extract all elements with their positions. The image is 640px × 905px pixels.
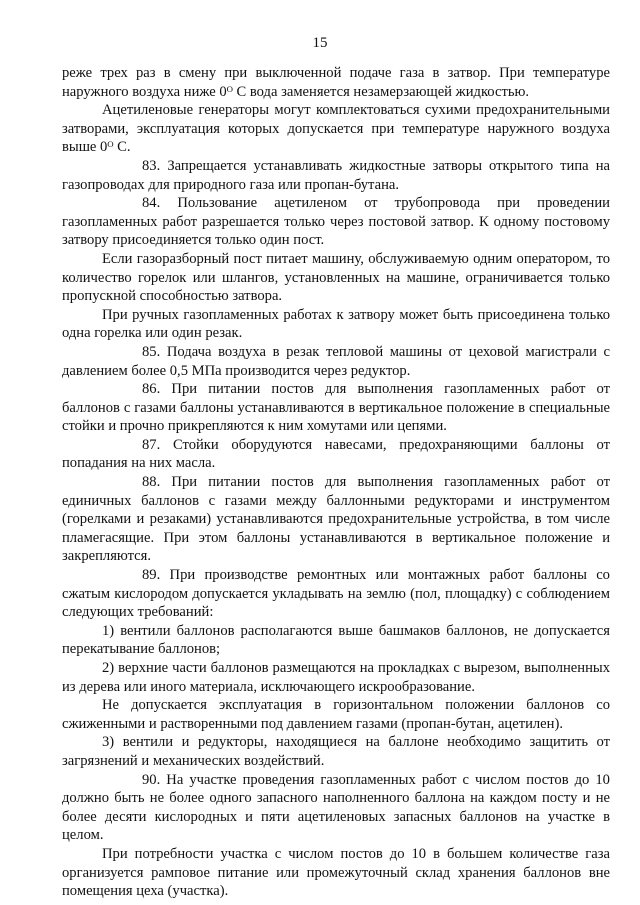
paragraph-text: реже трех раз в смену при выключенной подаче газа в затвор. При температуре наружного воздуха ниже 0ᴼ С вода заменяется незамерзающей жидкостью.	[62, 65, 610, 100]
clause-paragraph	[62, 566, 610, 622]
paragraph-text: При потребности участка с числом постов до 10 в большем количестве газа организуется рамповое питание или промежуточный склад хранения баллонов вне помещения цеха (участка).	[62, 845, 610, 900]
paragraph-text: 1) вентили баллонов располагаются выше башмаков баллонов, не допускается перекатывание баллонов;	[62, 622, 610, 658]
paragraph-text: Не допускается эксплуатация в горизонтальном положении баллонов со сжиженными и растворенными под давлением газами (пропан-бутан, ацетилен).	[62, 697, 610, 732]
clause-paragraph	[62, 473, 610, 566]
paragraph	[62, 733, 610, 770]
clause-number: 90.	[142, 771, 161, 788]
clause-number: 85.	[142, 343, 161, 360]
clause-paragraph	[62, 343, 610, 380]
clause-number: 83.	[142, 157, 161, 174]
clause-paragraph	[62, 157, 610, 194]
paragraph-text: На участке проведения газопламенных работ с числом постов до 10 должно быть не более одного запасного наполненного баллона на каждом посту и не более десяти кислородных и пяти ацетиленовых запасных баллонов на участке в целом.	[62, 771, 610, 844]
paragraph-text: При ручных газопламенных работах к затвору может быть присоединена только одна горелка или один резак.	[62, 306, 610, 342]
document-body	[62, 64, 610, 901]
paragraph-text: При производстве ремонтных или монтажных работ баллоны со сжатым кислородом допускается укладывать на землю (пол, площадку) с соблюдением следующих требований:	[62, 567, 610, 621]
clause-paragraph	[62, 194, 610, 250]
paragraph-text: Если газоразборный пост питает машину, обслуживаемую одним оператором, то количество горелок или шлангов, установленных на машине, ограничивается только пропускной способностью затвора.	[62, 250, 610, 305]
page-number: 15	[312, 35, 328, 51]
paragraph-text: При питании постов для выполнения газопламенных работ от баллонов с газами баллоны устанавливаются в вертикальное положение в специальные стойки и прочно прикрепляются к ним хомутами или цепями.	[62, 381, 610, 435]
paragraph-text: Ацетиленовые генераторы могут комплектоваться сухими предохранительными затворами, эксплуатация которых допускается при температуре наружного воздуха выше 0ᴼ С.	[62, 102, 610, 156]
paragraph-text: Пользование ацетиленом от трубопровода при проведении газопламенных работ разрешается только через постовой затвор. К одному постовому затвору присоединяется только один пост.	[62, 195, 610, 249]
paragraph	[62, 306, 610, 343]
clause-number: 86.	[142, 381, 161, 398]
paragraph	[62, 659, 610, 696]
paragraph-text: 3) вентили и редукторы, находящиеся на баллоне необходимо защитить от загрязнений и механических воздействий.	[62, 734, 610, 769]
paragraph	[62, 696, 610, 733]
paragraph	[62, 622, 610, 659]
paragraph-text: При питании постов для выполнения газопламенных работ от единичных баллонов с газами между баллонными редукторами и инструментом (горелками и резаками) устанавливаются предохранительные устройства, в том числе пламегасящие. При этом баллоны устанавливаются в вертикальное положение и закрепляются.	[62, 474, 610, 565]
paragraph-text: 2) верхние части баллонов размещаются на прокладках с вырезом, выполненных из дерева или иного материала, исключающего искрообразование.	[62, 660, 610, 695]
paragraph	[62, 250, 610, 306]
paragraph	[62, 64, 610, 101]
paragraph-text: Подача воздуха в резак тепловой машины от цеховой магистрали с давлением более 0,5 МПа производится через редуктор.	[62, 343, 610, 379]
paragraph-text: Запрещается устанавливать жидкостные затворы открытого типа на газопроводах для природного газа или пропан-бутана.	[62, 157, 610, 193]
clause-number: 89.	[142, 567, 161, 584]
clause-number: 84.	[142, 195, 161, 212]
clause-number: 88.	[142, 474, 161, 491]
clause-paragraph	[62, 380, 610, 436]
paragraph	[62, 101, 610, 157]
clause-paragraph	[62, 771, 610, 845]
clause-number: 87.	[142, 436, 161, 453]
paragraph	[62, 845, 610, 901]
clause-paragraph	[62, 436, 610, 473]
paragraph-text: Стойки оборудуются навесами, предохраняющими баллоны от попадания на них масла.	[62, 436, 610, 472]
